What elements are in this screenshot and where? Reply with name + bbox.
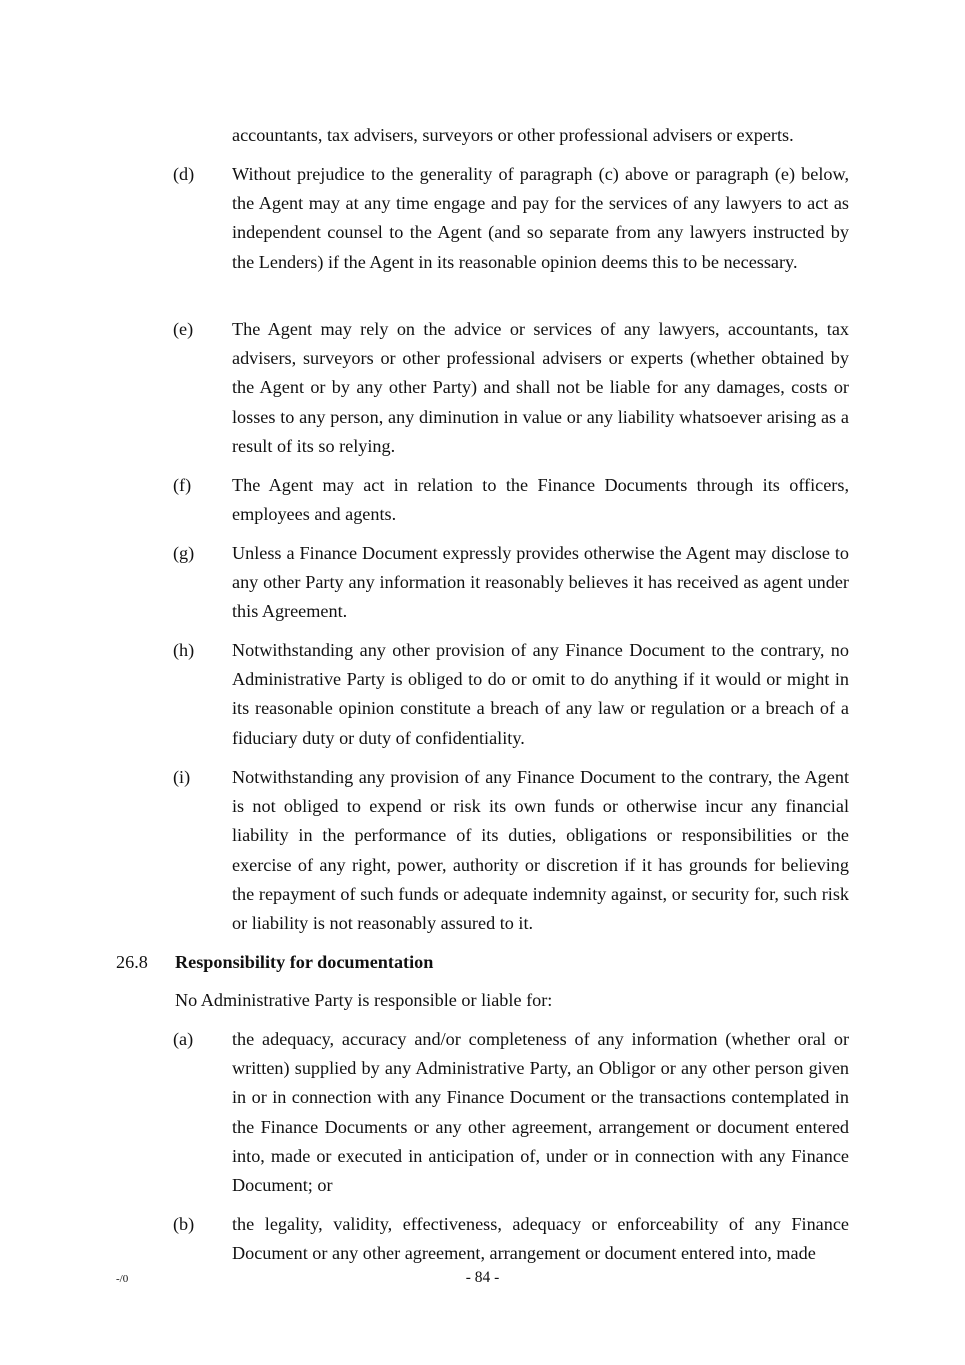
- section-item-text-b: the legality, validity, effectiveness, adequacy or enforceability of any Finance Document or any other agreement, arrangement or document entered into, made: [232, 1214, 849, 1264]
- section-item-marker-b: (b): [173, 1214, 195, 1234]
- item-text-e: The Agent may rely on the advice or services of any lawyers, accountants, tax advisers, surveyors or other professional advisers or experts (whether obtained by the Agent or by any other Party) and shall not be liable for any damages, costs or losses to any person, any diminution in value or any liability whatsoever arising as a result of its so relying.: [232, 319, 849, 456]
- section-item-text-a: the adequacy, accuracy and/or completeness of any information (whether oral or written) supplied by any Administrative Party, an Obligor or any other person given in or in connection with any Finance Document or the transactions contemplated in the Finance Documents or any other agreement, arrangement or document entered into, made or executed in anticipation of, under or in connection with any Finance Document; or: [232, 1029, 849, 1196]
- item-marker-f: (f): [173, 475, 192, 495]
- item-marker-i: (i): [173, 767, 191, 787]
- item-text-h: Notwithstanding any other provision of any Finance Document to the contrary, no Administrative Party is obliged to do or omit to do anything if it would or might in its reasonable opinion constitute a breach of any law or regulation or a breach of a fiduciary duty or duty of confidentiality.: [232, 640, 849, 748]
- section-title: Responsibility for documentation: [175, 952, 434, 972]
- item-text-f: The Agent may act in relation to the Finance Documents through its officers, employees and agents.: [232, 475, 849, 525]
- item-marker-g: (g): [173, 543, 195, 563]
- continuation-paragraph: accountants, tax advisers, surveyors or other professional advisers or experts.: [232, 125, 794, 145]
- item-text-g: Unless a Finance Document expressly provides otherwise the Agent may disclose to any other Party any information it reasonably believes it has received as agent under this Agreement.: [232, 543, 849, 622]
- footer-reference: -/0: [116, 1273, 129, 1285]
- item-text-i: Notwithstanding any provision of any Finance Document to the contrary, the Agent is not obliged to expend or risk its own funds or otherwise incur any financial liability in the performance of its duties, obligations or responsibilities or the exercise of any right, power, authority or discretion if it has grounds for believing the repayment of such funds or adequate indemnity against, or security for, such risk or liability is not reasonably assured to it.: [232, 767, 849, 934]
- item-text-d: Without prejudice to the generality of paragraph (c) above or paragraph (e) below, the Agent may at any time engage and pay for the services of any lawyers to act as independent counsel to the Agent (and so separate from any lawyers instructed by the Lenders) if the Agent in its reasonable opinion deems this to be necessary.: [232, 164, 849, 272]
- section-intro: No Administrative Party is responsible or liable for:: [175, 990, 553, 1010]
- item-marker-d: (d): [173, 164, 195, 184]
- page-number: - 84 -: [465, 1269, 500, 1286]
- section-number: 26.8: [116, 952, 148, 972]
- item-marker-h: (h): [173, 640, 195, 660]
- item-marker-e: (e): [173, 319, 194, 339]
- section-item-marker-a: (a): [173, 1029, 194, 1049]
